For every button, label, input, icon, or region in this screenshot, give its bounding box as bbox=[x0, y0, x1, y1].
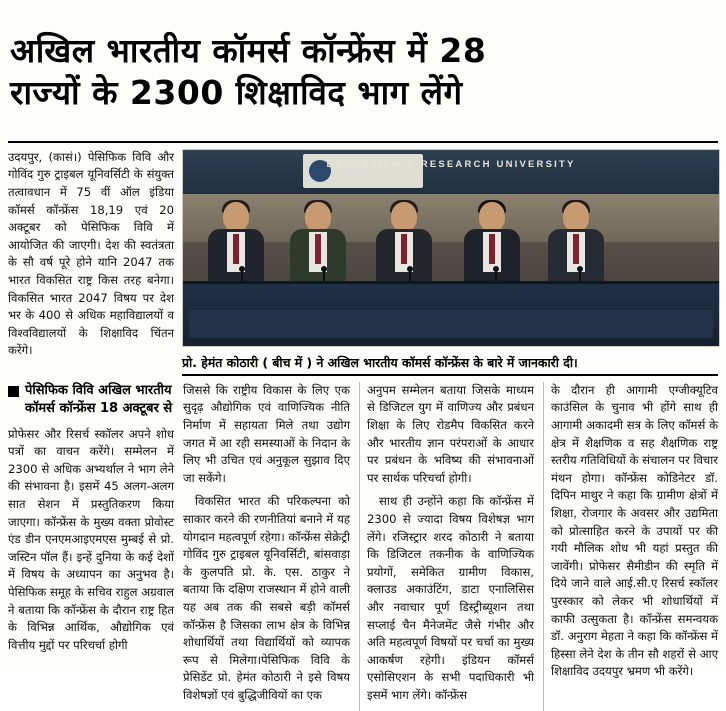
headline-divider bbox=[8, 141, 718, 143]
tie bbox=[573, 234, 579, 264]
headline-line-1: अखिल भारतीय कॉमर्स कॉन्फ्रेंस में 28 bbox=[10, 31, 487, 71]
table-cloth bbox=[189, 310, 713, 338]
tie bbox=[401, 234, 407, 264]
paragraph: के दौरान ही आगामी एग्जीक्यूटिव काउंसिल के चुनाव भी होंगे साथ ही आगामी अकादमी सत्र के लिए कॉमर्स के क्षेत्र में शैक्षणिक व सह शैक्षणिक राष्ट्र स्तरीय गतिविधियों के संचालन पर विचार मंथन होगा। कॉन्फ्रेंस कोडिनेटर डॉ. दिपिन माथुर ने कहा कि ग्रामीण क्षेत्रों में शिक्षा, रोजगार के अवसर और उद्यमिता को प्रोत्साहित करने के उपायों पर की गयी मौलिक शोध भी यहां प्रस्तुत की जावेंगी। प्रोफेसर सैमीडीन की स्मृति में दिये जाने वाले आई.सी.ए रिसर्च स्कॉलर पुरस्कार को लेकर भी शोधार्थियों में काफी उत्सुकता है। कॉन्फ्रेंस समन्वयक डॉ. अनुराग मेहता ने कहा कि कॉन्फ्रेंस में हिस्सा लेने देश के तीन सौ शहरों से आए शिक्षाविद उदयपुर भ्रमण भी करेंगे। bbox=[551, 382, 718, 679]
head bbox=[305, 202, 331, 232]
body-column-3 bbox=[543, 382, 718, 711]
paragraph: अनुपम सम्मेलन बताया जिसके माध्यम से डिजिटल युग में वाणिज्य और प्रबंधन शिक्षा के लिए रोडमैप विकसित करने और भारतीय ज्ञान परंपराओं के आधार पर प्रबंधन के भविष्य की संभावनाओं पर सार्थक परिचर्चा होगी। bbox=[367, 382, 534, 485]
conference-photo bbox=[182, 149, 720, 347]
photo-caption: प्रो. हेमंत कोठारी ( बीच में ) ने अखिल भारतीय कॉमर्स कॉन्फ्रेंस के बारे में जानकारी दी। bbox=[182, 352, 718, 376]
head bbox=[479, 202, 505, 232]
paragraph: साथ ही उन्होंने कहा कि कॉन्फ्रेंस में 2300 से ज्यादा विषय विशेषज्ञ भाग लेंगे। रजिस्ट्रार शरद कोठारी ने बताया कि डिजिटल तकनीक के वाणिज्यिक प्रयोगों, समेकित ग्रामीण विकास, क्लाउड अकाउंटिंग, डाटा एनालिसिस और नवाचार पूर्ण डिस्ट्रीब्यूशन तथा सप्लाई चैन मैनेजमेंट जैसे गंभीर और अति महत्वपूर्ण विषयों पर चर्चा का मुख्य आकर्षण रहेगी। इंडियन कॉमर्स एसोसिएशन के सभी पदाधिकारी भी इसमें भाग लेंगे। कॉन्फ्रेंस bbox=[367, 494, 534, 703]
body-column-2 bbox=[359, 382, 534, 711]
photo-container bbox=[182, 149, 718, 376]
body-column-1 bbox=[183, 382, 350, 711]
bullet-square-icon bbox=[8, 386, 19, 397]
head bbox=[563, 202, 589, 232]
paragraph: जिससे कि राष्ट्रीय विकास के लिए एक सुदृढ़ औद्योगिक एवं वाणिज्यिक नीति निर्माण में सहायता मिले तथा उद्योग जगत में आ रही समस्याओं के निदान के लिए भी उचित एवं अनुकूल सुझाव दिए जा सकेंगे। bbox=[183, 382, 350, 485]
headline-line-2: राज्यों के 2300 शिक्षाविद भाग लेंगे bbox=[10, 73, 463, 113]
head bbox=[391, 202, 417, 232]
top-section bbox=[8, 149, 718, 376]
banner-text: EDUCATION & RESEARCH UNIVERSITY bbox=[326, 158, 576, 170]
head bbox=[223, 202, 249, 232]
left-column bbox=[8, 382, 174, 711]
intro-paragraph: उदयपुर, (कासं।) पेसिफिक विवि और गोविंद गुरु ट्राइबल यूनिवर्सिटी के संयुक्त तत्वावधान में 75 वीं ऑल इंडिया कॉमर्स कॉन्फ्रेंस 18,19 एवं 20 अक्टूबर को पेसिफिक विवि में आयोजित की जाएगी। देश की स्वतंत्रता के सौ वर्ष पूरे होने यानि 2047 तक भारत विकसित राष्ट्र किस तरह बनेगा। विकसित भारत 2047 विषय पर देश भर के 400 से अधिक महाविद्यालयों व विश्वविद्यालयों के शिक्षाविद चिंतन करेंगे। bbox=[8, 149, 174, 358]
conference-table bbox=[183, 281, 719, 346]
tie bbox=[489, 234, 495, 264]
stage-banner bbox=[183, 150, 719, 194]
article-body bbox=[8, 382, 718, 711]
tie bbox=[233, 234, 239, 264]
page-title bbox=[8, 28, 718, 118]
paragraph: विकसित भारत की परिकल्पना को साकार करने की रणनीतियां बनाने में यह योगदान महत्वपूर्ण रहेगा। कॉन्फ्रेंस सेक्रेट्री गोविंद गुरु ट्राइबल यूनिवर्सिटी, बांसवाड़ा के कुलपति प्रो. के. एस. ठाकुर ने बताया कि दक्षिण राजस्थान में होने वाली यह अब तक की सबसे बड़ी कॉमर्स कॉन्फ्रेंस है जिसका लाभ क्षेत्र के विभिन्न शोधार्थियों तथा विद्यार्थियों को व्यापक रूप से मिलेगा।पेसिफिक विवि के प्रेसिडेंट प्रो. हेमंत कोठारी ने इसे विषय विशेषज्ञों एवं बुद्धिजीवियों का एक bbox=[183, 494, 350, 703]
kicker-block bbox=[8, 382, 174, 419]
kicker-text: पेसिफिक विवि अखिल भारतीय कॉमर्स कॉन्फ्रेंस 18 अक्टूबर से bbox=[25, 382, 173, 417]
tie bbox=[315, 234, 321, 264]
left-column-text: प्रोफेसर और रिसर्च स्कॉलर अपने शोध पत्रों का वाचन करेंगे। सम्मेलन में 2300 से अधिक अभ्यर्थाल ने भाग लेने की संभावना है। इसमें 45 अलग-अलग सात सेशन में प्रस्तुतिकरण किया जाएगा। कॉन्फ्रेंस के मुख्य वक्ता प्रोवोस्ट एंड डीन एनएमआइएमएस मुम्बई से प्रो. जस्टिन पॉल हैं। इन्हें दुनिया के कई देशों में विषय के अध्यापन का अनुभव है। पेसिफिक समूह के सचिव राहुल अग्रवाल ने बताया कि कॉन्फ्रेंस के दौरान राष्ट्र हित के विभिन्न आर्थिक, औद्योगिक एवं वित्तीय मुद्दों पर परिचर्चा होगी bbox=[8, 426, 174, 652]
